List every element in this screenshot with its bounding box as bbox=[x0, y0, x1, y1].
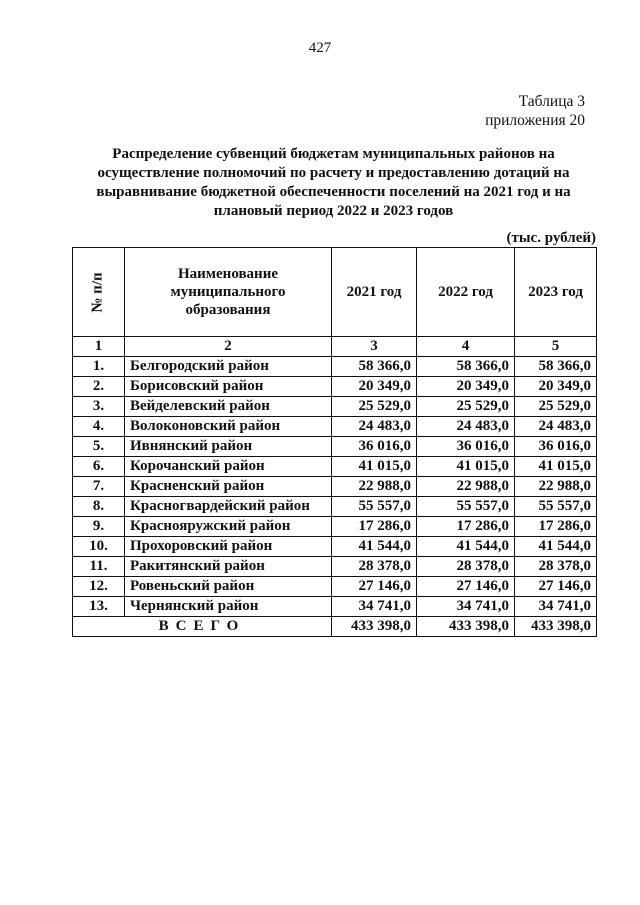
table-reference-line2: приложения 20 bbox=[485, 112, 585, 129]
value-2021: 28 378,0 bbox=[332, 557, 417, 577]
value-2023: 41 015,0 bbox=[515, 457, 597, 477]
header-2023: 2023 год bbox=[515, 248, 597, 337]
column-index: 4 bbox=[417, 337, 515, 357]
row-number: 2. bbox=[73, 377, 125, 397]
table-row bbox=[73, 497, 597, 517]
row-number: 1. bbox=[73, 357, 125, 377]
value-2023: 58 366,0 bbox=[515, 357, 597, 377]
value-2022: 25 529,0 bbox=[417, 397, 515, 417]
value-2021: 55 557,0 bbox=[332, 497, 417, 517]
table-row bbox=[73, 357, 597, 377]
column-index: 2 bbox=[125, 337, 332, 357]
value-2022: 34 741,0 bbox=[417, 597, 515, 617]
value-2021: 36 016,0 bbox=[332, 437, 417, 457]
total-label: ВСЕГО bbox=[73, 617, 332, 637]
value-2022: 58 366,0 bbox=[417, 357, 515, 377]
value-2022: 36 016,0 bbox=[417, 437, 515, 457]
district-name: Ракитянский район bbox=[125, 557, 332, 577]
value-2022: 55 557,0 bbox=[417, 497, 515, 517]
value-2023: 36 016,0 bbox=[515, 437, 597, 457]
row-number: 6. bbox=[73, 457, 125, 477]
row-number: 9. bbox=[73, 517, 125, 537]
row-number: 10. bbox=[73, 537, 125, 557]
document-title: Распределение субвенций бюджетам муниципальных районов на осуществление полномочий по расчету и предоставлению дотаций на выравнивание бюджетной обеспеченности поселений на 2021 год и на плановый период 2022 и 2023 годов bbox=[96, 146, 571, 219]
value-2023: 34 741,0 bbox=[515, 597, 597, 617]
district-name: Белгородский район bbox=[125, 357, 332, 377]
value-2021: 27 146,0 bbox=[332, 577, 417, 597]
value-2023: 41 544,0 bbox=[515, 537, 597, 557]
table-row bbox=[73, 557, 597, 577]
district-name: Борисовский район bbox=[125, 377, 332, 397]
district-name: Красногвардейский район bbox=[125, 497, 332, 517]
district-name: Прохоровский район bbox=[125, 537, 332, 557]
row-number: 11. bbox=[73, 557, 125, 577]
value-2021: 17 286,0 bbox=[332, 517, 417, 537]
district-name: Чернянский район bbox=[125, 597, 332, 617]
district-name: Краснояружский район bbox=[125, 517, 332, 537]
district-name: Корочанский район bbox=[125, 457, 332, 477]
header-name: Наименование муниципального образования bbox=[125, 248, 332, 337]
value-2021: 22 988,0 bbox=[332, 477, 417, 497]
value-2021: 34 741,0 bbox=[332, 597, 417, 617]
units-label: (тыс. рублей) bbox=[506, 230, 596, 246]
value-2023: 55 557,0 bbox=[515, 497, 597, 517]
table-row bbox=[73, 597, 597, 617]
table-row bbox=[73, 577, 597, 597]
value-2021: 20 349,0 bbox=[332, 377, 417, 397]
value-2021: 41 015,0 bbox=[332, 457, 417, 477]
row-number: 3. bbox=[73, 397, 125, 417]
column-index: 3 bbox=[332, 337, 417, 357]
total-2022: 433 398,0 bbox=[417, 617, 515, 637]
table-row bbox=[73, 477, 597, 497]
table-row bbox=[73, 537, 597, 557]
table-row bbox=[73, 517, 597, 537]
value-2023: 28 378,0 bbox=[515, 557, 597, 577]
value-2022: 41 544,0 bbox=[417, 537, 515, 557]
value-2021: 58 366,0 bbox=[332, 357, 417, 377]
row-number: 8. bbox=[73, 497, 125, 517]
value-2021: 41 544,0 bbox=[332, 537, 417, 557]
value-2023: 24 483,0 bbox=[515, 417, 597, 437]
value-2023: 25 529,0 bbox=[515, 397, 597, 417]
row-number: 13. bbox=[73, 597, 125, 617]
table-reference-line1: Таблица 3 bbox=[518, 93, 585, 110]
district-name: Ивнянский район bbox=[125, 437, 332, 457]
value-2022: 28 378,0 bbox=[417, 557, 515, 577]
total-2023: 433 398,0 bbox=[515, 617, 597, 637]
total-2021: 433 398,0 bbox=[332, 617, 417, 637]
column-index: 5 bbox=[515, 337, 597, 357]
district-name: Волоконовский район bbox=[125, 417, 332, 437]
value-2022: 24 483,0 bbox=[417, 417, 515, 437]
row-number: 7. bbox=[73, 477, 125, 497]
district-name: Вейделевский район bbox=[125, 397, 332, 417]
value-2021: 25 529,0 bbox=[332, 397, 417, 417]
value-2022: 20 349,0 bbox=[417, 377, 515, 397]
value-2023: 22 988,0 bbox=[515, 477, 597, 497]
table-body bbox=[73, 357, 597, 617]
district-name: Ровеньский район bbox=[125, 577, 332, 597]
value-2023: 27 146,0 bbox=[515, 577, 597, 597]
page-number: 427 bbox=[308, 40, 332, 56]
row-number: 12. bbox=[73, 577, 125, 597]
value-2022: 27 146,0 bbox=[417, 577, 515, 597]
total-row bbox=[73, 617, 597, 637]
district-name: Красненский район bbox=[125, 477, 332, 497]
table-row bbox=[73, 397, 597, 417]
value-2022: 22 988,0 bbox=[417, 477, 515, 497]
row-number: 4. bbox=[73, 417, 125, 437]
value-2023: 17 286,0 bbox=[515, 517, 597, 537]
value-2023: 20 349,0 bbox=[515, 377, 597, 397]
header-2022: 2022 год bbox=[417, 248, 515, 337]
table-row bbox=[73, 457, 597, 477]
table-reference bbox=[485, 92, 585, 130]
value-2021: 24 483,0 bbox=[332, 417, 417, 437]
value-2022: 17 286,0 bbox=[417, 517, 515, 537]
subvention-table bbox=[72, 247, 597, 637]
value-2022: 41 015,0 bbox=[417, 457, 515, 477]
header-number: № п/п bbox=[73, 248, 125, 337]
table-row bbox=[73, 437, 597, 457]
column-index-row bbox=[73, 337, 597, 357]
table-row bbox=[73, 377, 597, 397]
row-number: 5. bbox=[73, 437, 125, 457]
table-row bbox=[73, 417, 597, 437]
header-2021: 2021 год bbox=[332, 248, 417, 337]
header-row bbox=[73, 248, 597, 337]
column-index: 1 bbox=[73, 337, 125, 357]
